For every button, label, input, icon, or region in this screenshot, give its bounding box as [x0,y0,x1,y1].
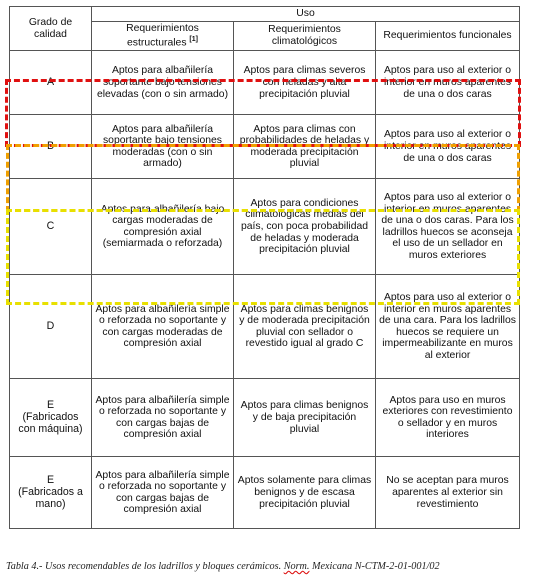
grade-cell: D [10,275,92,379]
climatological-cell: Aptos para condiciones climatológicas medias del país, con poca probabilidad de heladas y moderada precipitación pluvial [234,179,376,275]
structural-header-label: Requerimientos estructurales [126,22,199,49]
structural-cell: Aptos para albañilería bajo cargas moderadas de compresión axial (semiarmada o reforzada) [92,179,234,275]
structural-cell: Aptos para albañilería soportante bajo tensiones moderadas (con o sin armado) [92,115,234,179]
structural-footnote-mark: [1] [189,36,198,44]
grade-cell [10,457,92,529]
grade-cell: B [10,115,92,179]
table-row [10,179,520,275]
grade-letter: E [46,399,55,412]
grade-note: (Fabricados con máquina) [18,410,83,435]
grade-cell [10,379,92,457]
grade-cell: A [10,51,92,115]
table-row [10,51,520,115]
caption-norm-word: Norm. [283,561,310,572]
brick-usage-table [9,6,520,529]
table-caption [6,561,526,572]
functional-cell: Aptos para uso al exterior o interior en muros aparentes de una o dos caras [376,115,520,179]
table-row [10,457,520,529]
grade-letter: E [46,474,55,487]
climatological-cell: Aptos solamente para climas benignos y de escasa precipitación pluvial [234,457,376,529]
caption-prefix: Tabla 4.- Usos recomendables de los ladrillos y bloques cerámicos. [6,561,284,572]
header-row-1 [10,7,520,22]
functional-cell: Aptos para uso al exterior o interior en muros aparentes de una o dos caras. Para los ladrillos huecos se aconseja el uso de un sellador en muros exteriores [376,179,520,275]
climatological-cell: Aptos para climas con probabilidades de heladas y moderada precipitación pluvial [234,115,376,179]
document-page [9,6,519,529]
table-row [10,379,520,457]
grade-cell: C [10,179,92,275]
functional-cell: Aptos para uso al exterior o interior en muros aparentes de una o dos caras [376,51,520,115]
climatological-cell: Aptos para climas benignos y de baja precipitación pluvial [234,379,376,457]
structural-cell: Aptos para albañilería simple o reforzada no soportante y con cargas moderadas de compresión axial [92,275,234,379]
grade-note: (Fabricados a mano) [18,485,83,510]
structural-cell: Aptos para albañilería soportante bajo tensiones elevadas (con o sin armado) [92,51,234,115]
functional-header: Requerimientos funcionales [376,21,520,51]
grade-column-header: Grado de calidad [10,7,92,51]
climatological-cell: Aptos para climas benignos y de moderada precipitación pluvial con sellador o revestido igual al grado C [234,275,376,379]
table-row [10,115,520,179]
climatological-header: Requerimientos climatológicos [234,21,376,51]
functional-cell: No se aceptan para muros aparentes al exterior sin revestimiento [376,457,520,529]
structural-header [92,21,234,51]
functional-cell: Aptos para uso al exterior o interior en muros aparentes de una cara. Para los ladrillos huecos se requiere un impermeabilizante en muros al exterior [376,275,520,379]
caption-suffix: Mexicana N-CTM-2-01-001/02 [309,561,440,572]
climatological-cell: Aptos para climas severos con heladas y alta precipitación pluvial [234,51,376,115]
functional-cell: Aptos para uso en muros exteriores con revestimiento o sellador y en muros interiores [376,379,520,457]
structural-cell: Aptos para albañilería simple o reforzada no soportante y con cargas bajas de compresión axial [92,379,234,457]
structural-cell: Aptos para albañilería simple o reforzada no soportante y con cargas bajas de compresión axial [92,457,234,529]
use-column-header: Uso [92,7,520,22]
table-row [10,275,520,379]
